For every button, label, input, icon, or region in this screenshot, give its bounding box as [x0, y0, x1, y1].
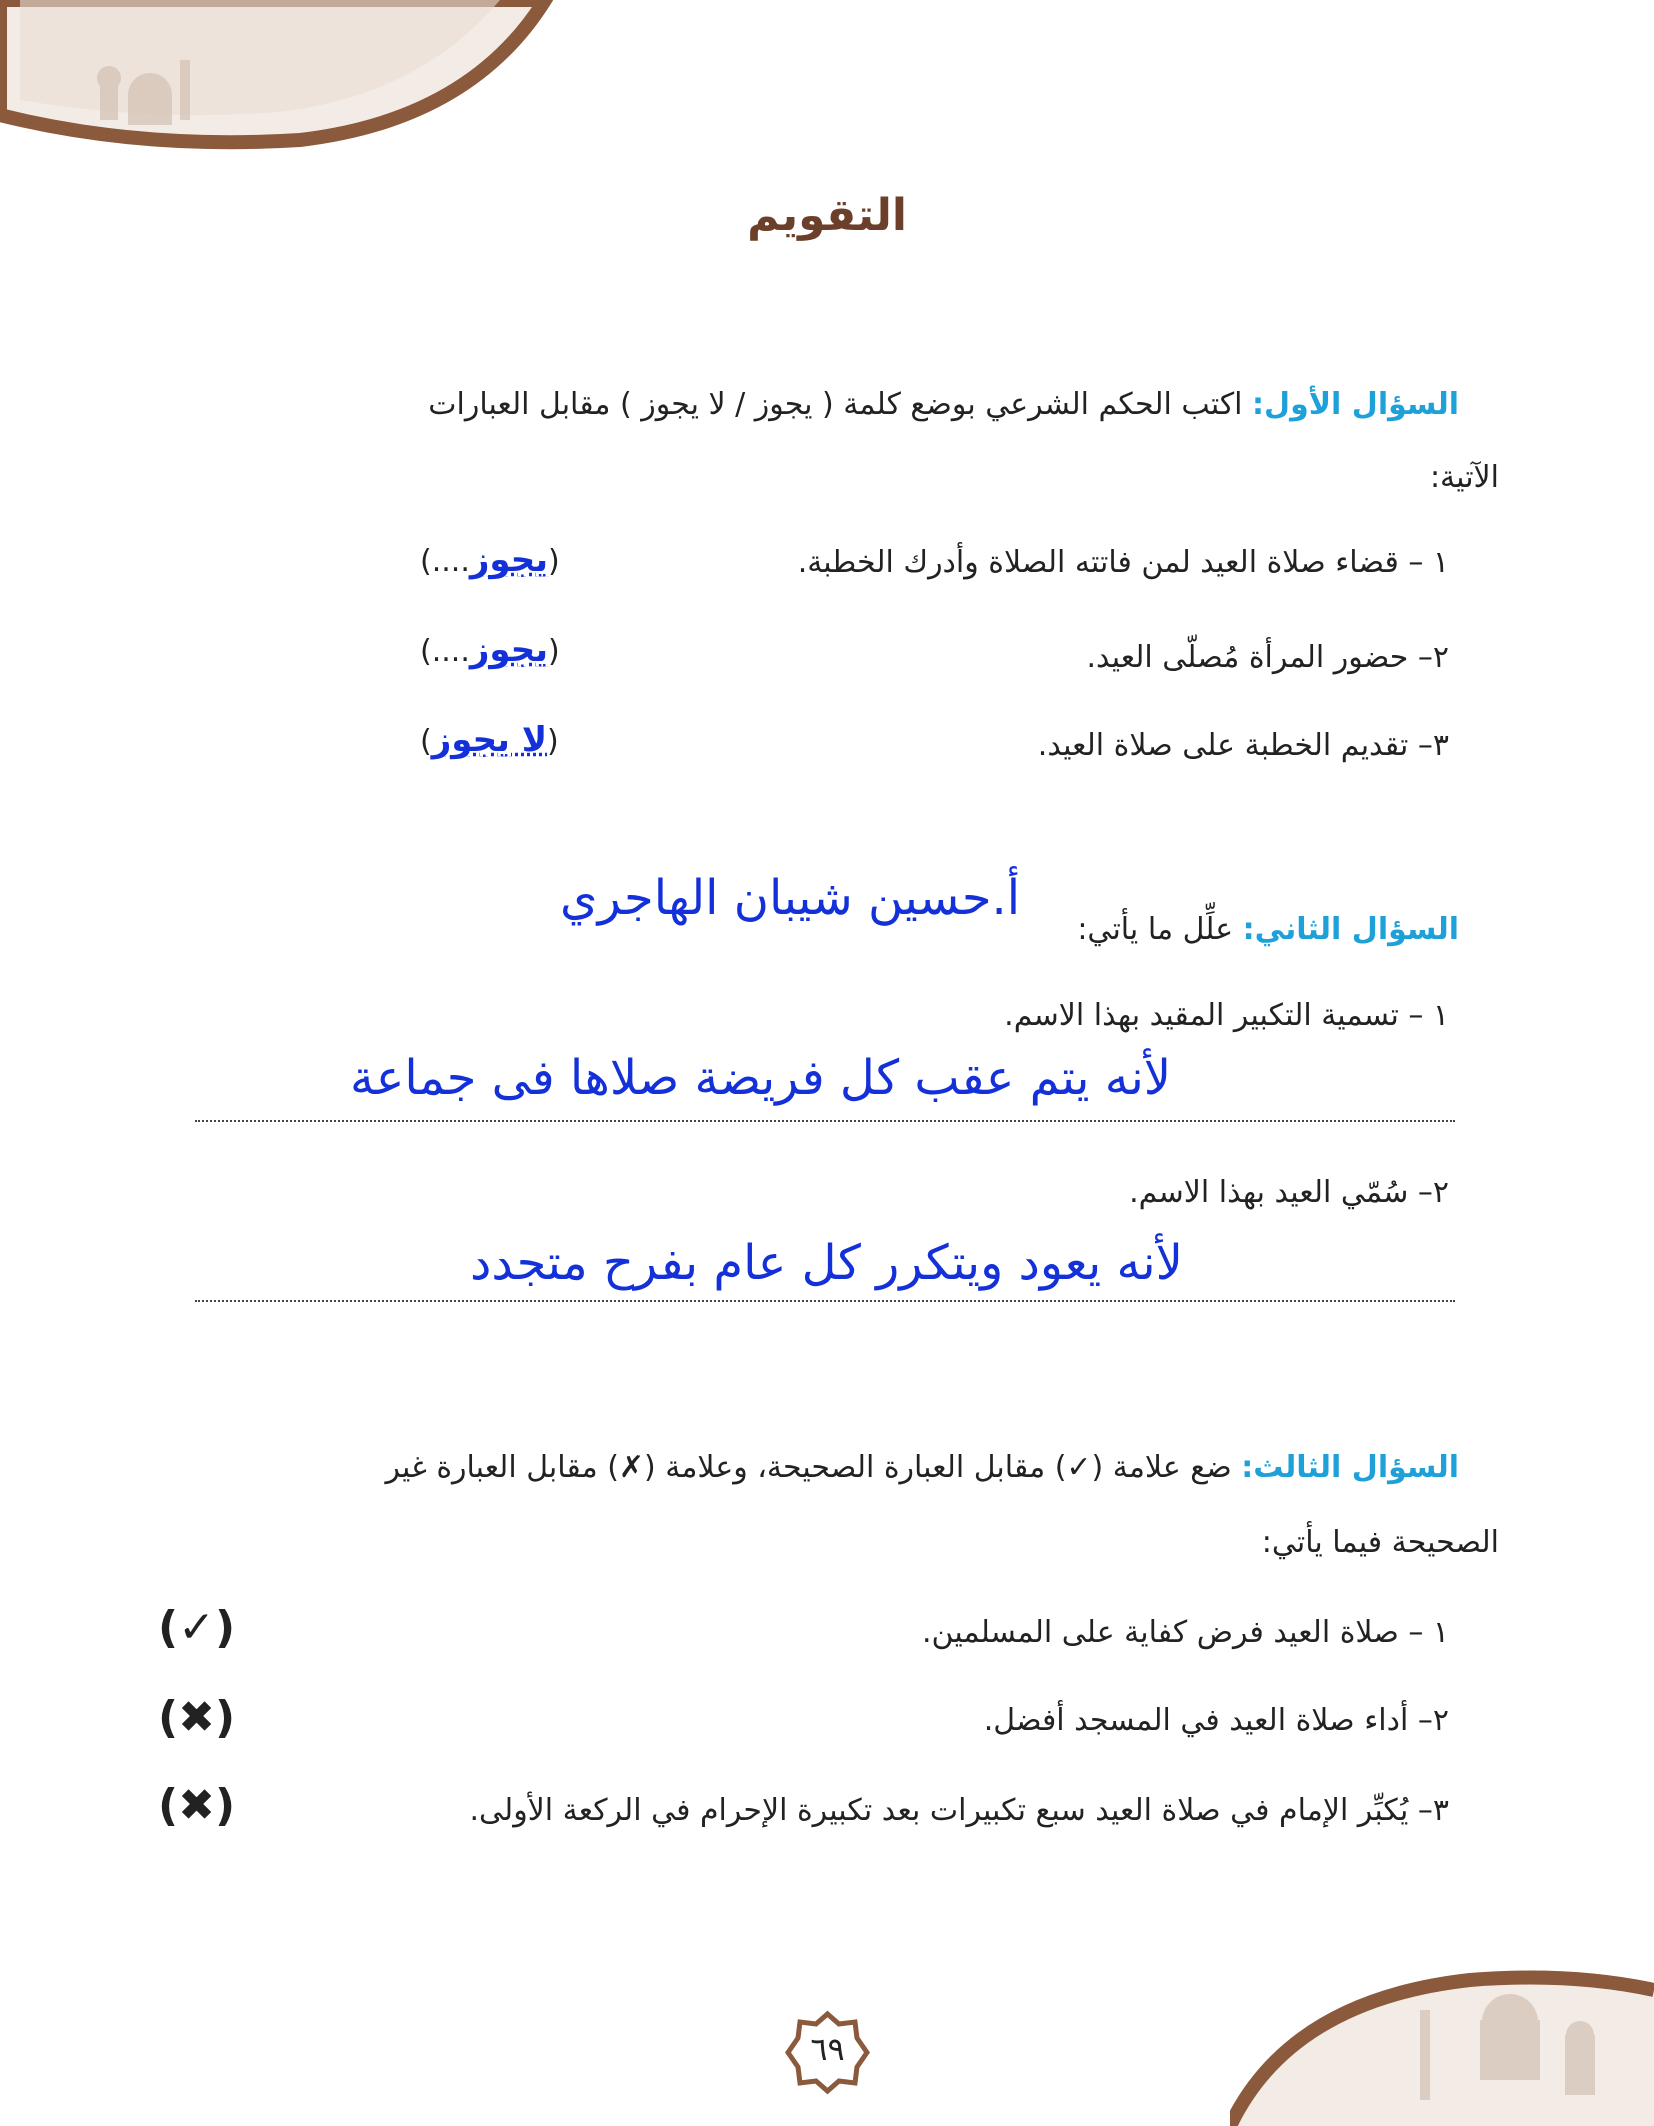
- q1-answer-3: (لا يجوز): [420, 720, 559, 760]
- q3-item-2: ٢– أداء صلاة العيد في المسجد أفضل.: [983, 1703, 1449, 1738]
- q1-text: اكتب الحكم الشرعي بوضع كلمة ( يجوز / لا يجوز ) مقابل العبارات: [428, 387, 1243, 422]
- q1-answer-2: (يجوز....): [420, 630, 560, 670]
- q1-text-cont: الآتية:: [1429, 460, 1499, 495]
- q3-mark-1: (✓): [158, 1602, 236, 1653]
- q3-heading: [159, 1428, 1459, 1508]
- q2-heading: [1077, 890, 1459, 970]
- q2-item-2: ٢– سُمّي العيد بهذا الاسم.: [1129, 1175, 1449, 1210]
- q3-item-3: ٣– يُكبِّر الإمام في صلاة العيد سبع تكبيرات بعد تكبيرة الإحرام في الركعة الأولى.: [469, 1793, 1449, 1828]
- q3-mark-2: (✖): [158, 1692, 236, 1743]
- q3-item-1: ١ – صلاة العيد فرض كفاية على المسلمين.: [921, 1615, 1449, 1650]
- q3-text: ضع علامة (✓) مقابل العبارة الصحيحة، وعلامة (✗) مقابل العبارة غير: [385, 1450, 1232, 1485]
- q3-label: السؤال الثالث:: [1241, 1450, 1459, 1485]
- q1-answer-2-value: يجوز: [469, 630, 549, 670]
- q2-item-1: ١ – تسمية التكبير المقيد بهذا الاسم.: [1004, 998, 1449, 1033]
- q1-item-1: ١ – قضاء صلاة العيد لمن فاتته الصلاة وأدرك الخطبة.: [797, 545, 1449, 580]
- q3-text-cont: الصحيحة فيما يأتي:: [1261, 1525, 1499, 1560]
- q3-mark-3: (✖): [158, 1780, 236, 1831]
- q1-item-3: ٣– تقديم الخطبة على صلاة العيد.: [1037, 728, 1449, 763]
- q1-label: السؤال الأول:: [1252, 387, 1459, 422]
- q1-answer-1-value: يجوز: [469, 540, 549, 580]
- page-number-badge: [785, 2010, 870, 2095]
- q1-heading: [159, 365, 1459, 445]
- corner-decoration-bottom: [1230, 1960, 1654, 2126]
- q1-answer-3-value: لا يجوز: [431, 720, 548, 760]
- q2-answer-line-2: [195, 1300, 1455, 1302]
- corner-decoration-top: [0, 0, 560, 150]
- q1-item-2: ٢– حضور المرأة مُصلّى العيد.: [1086, 640, 1449, 675]
- q2-answer-line-1: [195, 1120, 1455, 1122]
- author-signature: أ.حسين شيبان الهاجري: [560, 870, 1021, 926]
- q2-answer-1: لأنه يتم عقب كل فريضة صلاها فى جماعة: [350, 1050, 1172, 1106]
- page-title: التقويم: [747, 190, 907, 241]
- page-number: ٦٩: [810, 2030, 845, 2068]
- q2-text: علِّل ما يأتي:: [1077, 912, 1234, 947]
- q2-label: السؤال الثاني:: [1242, 912, 1459, 947]
- q2-answer-2: لأنه يعود ويتكرر كل عام بفرح متجدد: [470, 1235, 1183, 1291]
- q1-answer-1: (يجوز....): [420, 540, 560, 580]
